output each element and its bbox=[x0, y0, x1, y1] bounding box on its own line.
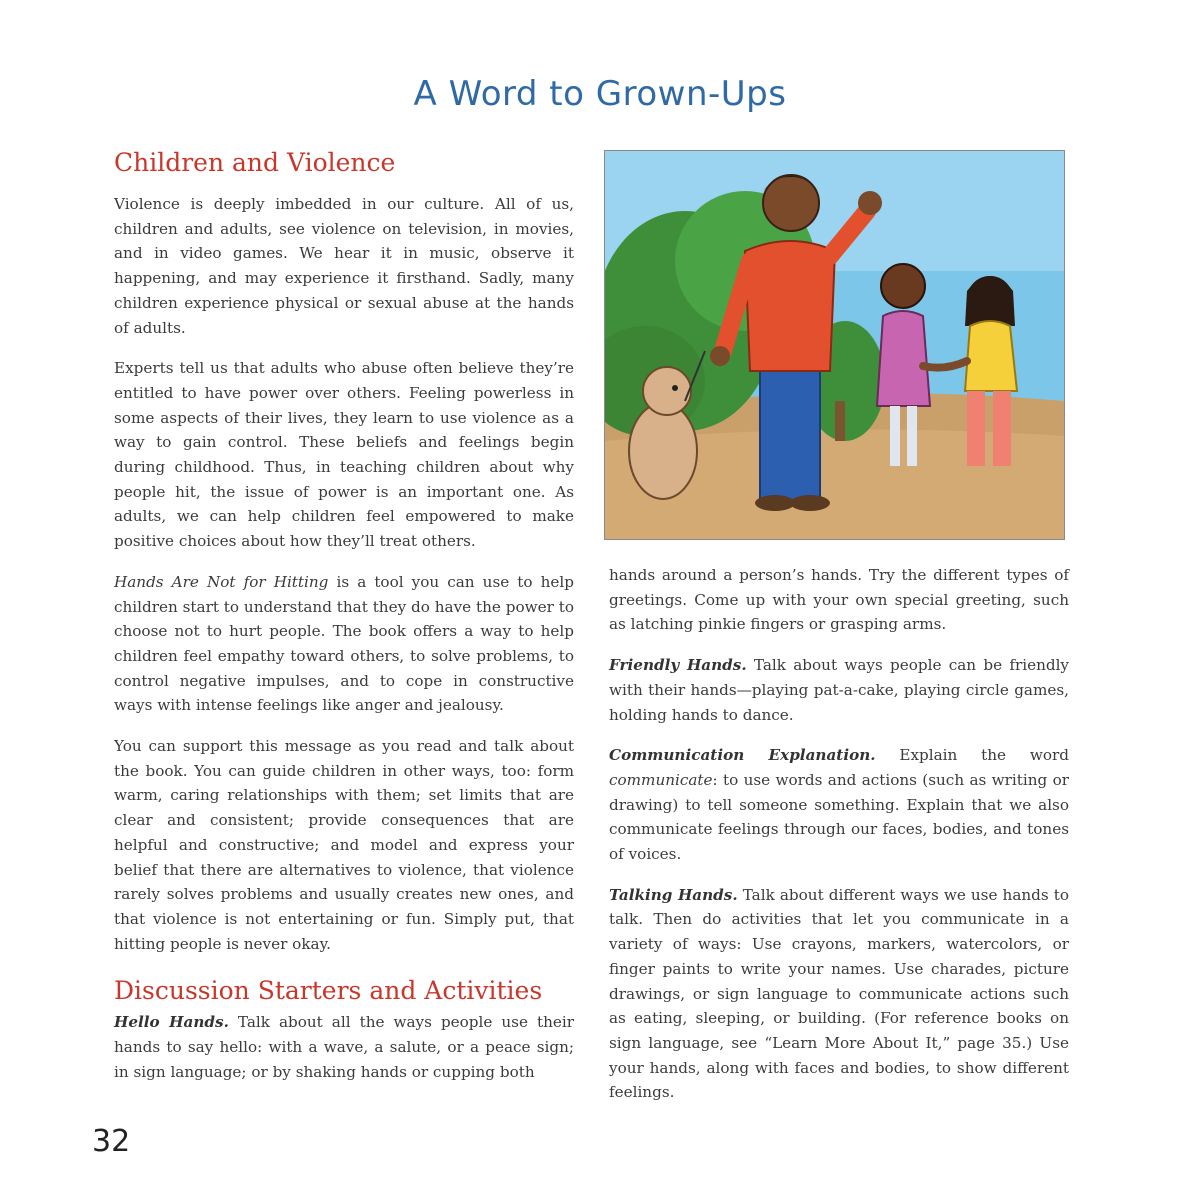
book-title: Hands Are Not for Hitting bbox=[114, 572, 329, 591]
paragraph: You can support this message as you read and talk about the book. You can guide children in other ways, too: form warm, caring relationships with them; set limits that are clear and consistent; provide consequences that are helpful and constructive; and model and express your belief that there are alternatives to violence, that violence rarely solves problems and usually creates new ones, and that violence is not entertaining or fun. Simply put, that hitting people is never okay. bbox=[114, 737, 574, 953]
paragraph: Experts tell us that adults who abuse often believe they’re entitled to have power over others. Feeling powerless in some aspects of their lives, they learn to use violence as a way to gain control. These beliefs and feelings begin during childhood. Thus, in teaching children about why people hit, the issue of power is an important one. As adults, we can help children feel empowered to make positive choices about how they’ll treat others. bbox=[114, 359, 574, 551]
paragraph-text: Talk about all the ways people use their hands to say hello: with a wave, a salute, or a peace sign; in sign language; or by shaking hands or cupping both bbox=[114, 1013, 574, 1081]
illustration-art bbox=[605, 151, 1064, 539]
paragraph-hello-hands bbox=[114, 1010, 574, 1084]
paragraph: hands around a person’s hands. Try the different types of greetings. Come up with your own special greeting, such as latching pinkie fingers or grasping arms. bbox=[609, 566, 1069, 634]
paragraph-friendly-hands bbox=[609, 653, 1069, 727]
emphasized-word: communicate bbox=[609, 770, 713, 789]
page-title: A Word to Grown-Ups bbox=[413, 74, 787, 114]
page-number: 32 bbox=[92, 1124, 131, 1159]
activity-title: Hello Hands. bbox=[114, 1013, 229, 1032]
activity-title: Friendly Hands. bbox=[609, 656, 747, 675]
right-column bbox=[609, 563, 1069, 1121]
section-heading-children-violence: Children and Violence bbox=[114, 148, 396, 177]
illustration bbox=[604, 150, 1065, 540]
paragraph: Violence is deeply imbedded in our culture. All of us, children and adults, see violence on television, in movies, and in video games. We hear it in music, observe it happening, and may experience it firsthand. Sadly, many children experience physical or sexual abuse at the hands of adults. bbox=[114, 195, 574, 337]
paragraph-text: Explain the word bbox=[875, 746, 1069, 765]
paragraph-talking-hands bbox=[609, 883, 1069, 1105]
section-heading-discussion: Discussion Starters and Activities bbox=[114, 976, 543, 1006]
paragraph-text: : to use words and actions (such as writing or drawing) to tell someone something. Explain that we also communicate feelings through our faces, bodies, and tones of voices. bbox=[609, 770, 1069, 864]
activity-title: Communication Explanation. bbox=[609, 746, 876, 765]
paragraph-text: Talk about different ways we use hands to talk. Then do activities that let you communicate in a variety of ways: Use crayons, markers, watercolors, or finger paints to write your names. Use charades, picture drawings, or sign language to communicate actions such as eating, sleeping, or building. (For reference books on sign language, see “Learn More About It,” page 35.) Use your hands, along with faces and bodies, to show different feelings. bbox=[609, 885, 1069, 1102]
paragraph bbox=[114, 570, 574, 718]
activity-title: Talking Hands. bbox=[609, 885, 738, 904]
paragraph-text: Talk about ways people can be friendly with their hands—playing pat-a-cake, playing circle games, holding hands to dance. bbox=[609, 656, 1070, 724]
paragraph-text: is a tool you can use to help children start to understand that they do have the power to choose not to hurt people. The book offers a way to help children feel empathy toward others, to solve problems, to control negative impulses, and to cope in constructive ways with intense feelings like anger and jealousy. bbox=[114, 572, 574, 715]
paragraph-communication bbox=[609, 743, 1069, 867]
left-column bbox=[114, 144, 574, 1101]
